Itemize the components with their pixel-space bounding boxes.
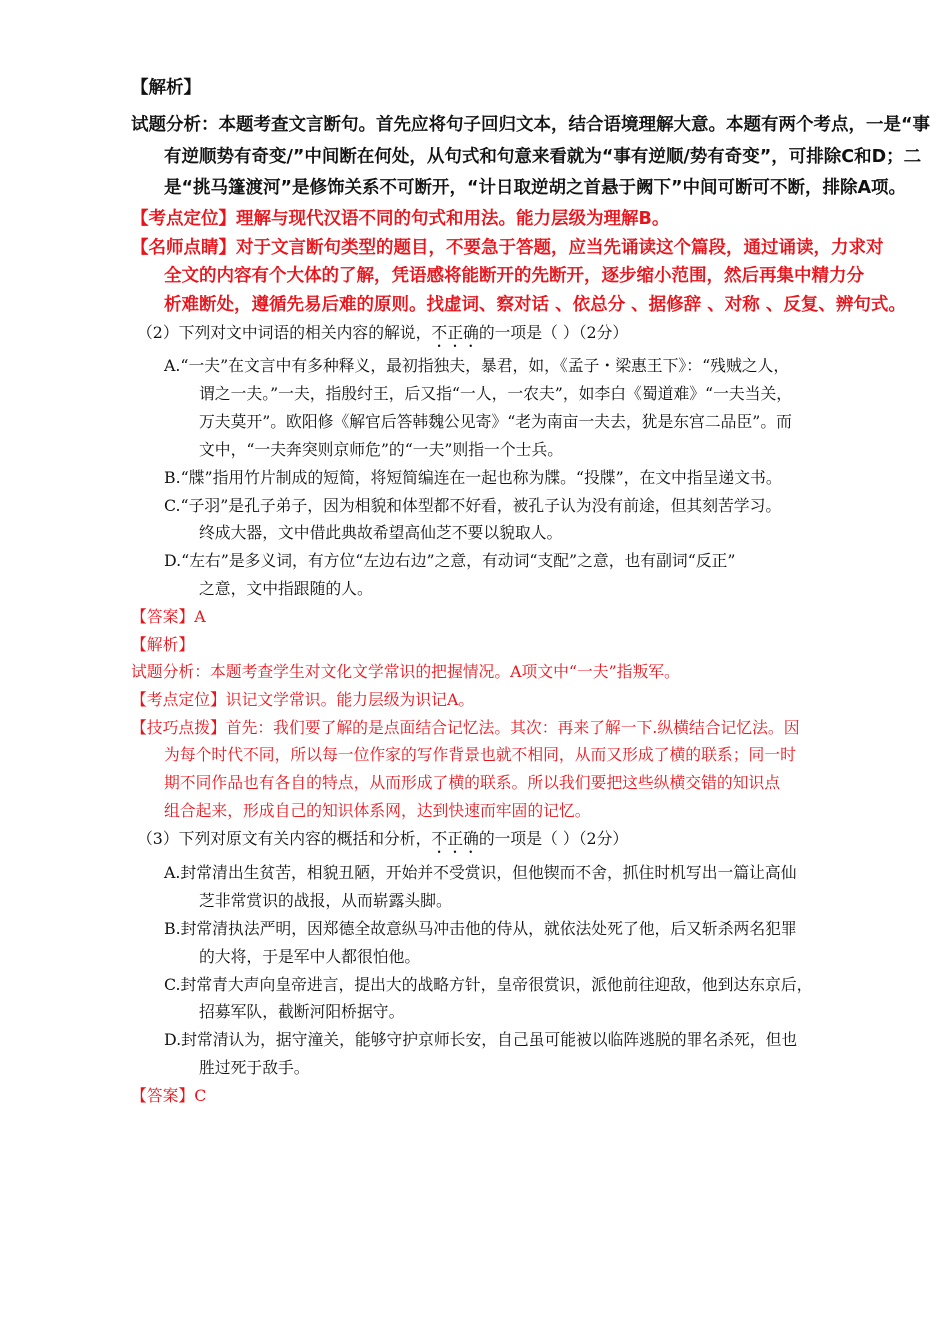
question-3-stem-before: （3）下列对原文有关内容的概括和分析， bbox=[137, 829, 432, 848]
analysis-line-1: 试题分析：本题考查文言断句。首先应将句子回归文本，结合语境理解大意。本题有两个考点，一是“事 bbox=[131, 115, 930, 135]
question-2-stem bbox=[137, 323, 628, 351]
analysis-line-3: 是“挑马篷渡河”是修饰关系不可断开，“计日取逆胡之首悬于阙下”中间可断可不断，排除A项。 bbox=[164, 178, 907, 198]
question-2-stem-after: 的一项是（ ）（2分） bbox=[478, 323, 629, 342]
q3-option-c-line-2: 招募军队，截断河阳桥据守。 bbox=[199, 1002, 405, 1021]
q3-option-d-line-2: 胜过死于敌手。 bbox=[199, 1058, 310, 1077]
q3-option-b-line-1: B.封常清执法严明，因郑德全故意纵马冲击他的侍从，就依法处死了他，后又斩杀两名犯罪 bbox=[164, 919, 797, 938]
question-3-stem-after: 的一项是（ ）（2分） bbox=[478, 829, 629, 848]
question-2-stem-before: （2）下列对文中词语的相关内容的解说， bbox=[137, 323, 432, 342]
question-2-emphasis: 不正确 bbox=[431, 323, 479, 342]
q3-answer: 【答案】C bbox=[131, 1086, 207, 1105]
q2-jiqiao-line-2: 为每个时代不同，所以每一位作家的写作背景也就不相同，从而又形成了横的联系；同一时 bbox=[164, 745, 796, 764]
q2-option-d-line-2: 之意，文中指跟随的人。 bbox=[199, 579, 373, 598]
q3-option-b-line-2: 的大将，于是军中人都很怕他。 bbox=[199, 947, 421, 966]
q2-option-c-line-2: 终成大器，文中借此典故希望高仙芝不要以貌取人。 bbox=[199, 523, 563, 542]
q3-option-d-line-1: D.封常清认为，据守潼关，能够守护京师长安，自己虽可能被以临阵逃脱的罪名杀死，但也 bbox=[164, 1030, 798, 1049]
kaodian-dingwei: 【考点定位】理解与现代汉语不同的句式和用法。能力层级为理解B。 bbox=[131, 209, 670, 229]
q2-analysis: 试题分析：本题考查学生对文化文学常识的把握情况。A项文中“一夫”指叛军。 bbox=[131, 662, 680, 681]
question-3-stem bbox=[137, 829, 628, 857]
jiexi-label: 【解析】 bbox=[131, 78, 201, 98]
q3-option-a-line-2: 芝非常赏识的战报，从而崭露头脚。 bbox=[199, 891, 452, 910]
q2-option-d-line-1: D.“左右”是多义词，有方位“左边右边”之意，有动词“支配”之意，也有副词“反正” bbox=[164, 551, 736, 570]
q2-jiexi-label: 【解析】 bbox=[131, 635, 195, 654]
q2-jiqiao-line-1: 【技巧点拨】首先：我们要了解的是点面结合记忆法。其次：再来了解一下.纵横结合记忆法。因 bbox=[131, 718, 800, 737]
q2-option-a-line-4: 文中，“一夫奔突则京师危”的“一夫”则指一个士兵。 bbox=[199, 440, 564, 459]
q2-option-a-line-1: A.“一夫”在文言中有多种释义，最初指独夫，暴君，如，《孟子・梁惠王下》：“残贼之人， bbox=[164, 356, 790, 375]
mingshi-dianjing-line-3: 析难断处，遵循先易后难的原则。找虚词、察对话 、依总分 、据修辞 、对称 、反复、辨句式。 bbox=[164, 295, 906, 315]
q2-kaodian: 【考点定位】识记文学常识。能力层级为识记A。 bbox=[131, 690, 475, 709]
q2-answer: 【答案】A bbox=[131, 607, 206, 626]
analysis-line-2: 有逆顺势有奇变/”中间断在何处，从句式和句意来看就为“事有逆顺/势有奇变”，可排除C和D；二 bbox=[164, 147, 922, 167]
mingshi-dianjing-line-2: 全文的内容有个大体的了解，凭语感将能断开的先断开，逐步缩小范围，然后再集中精力分 bbox=[164, 266, 864, 286]
question-3-emphasis: 不正确 bbox=[431, 829, 479, 848]
q3-option-c-line-1: C.封常青大声向皇帝进言，提出大的战略方针，皇帝很赏识，派他前往迎敌，他到达东京后， bbox=[164, 975, 813, 994]
q2-option-b-line-1: B.“牒”指用竹片制成的短简，将短简编连在一起也称为牒。“投牒”，在文中指呈递文书。 bbox=[164, 468, 782, 487]
q2-option-a-line-2: 谓之一夫。”一夫，指殷纣王，后又指“一人，一农夫”，如李白《蜀道难》“一夫当关， bbox=[199, 384, 793, 403]
q2-option-a-line-3: 万夫莫开”。欧阳修《解官后答韩魏公见寄》“老为南亩一夫去，犹是东宫二品臣”。而 bbox=[199, 412, 792, 431]
q2-jiqiao-line-4: 组合起来，形成自己的知识体系网，达到快速而牢固的记忆。 bbox=[164, 801, 591, 820]
q2-option-c-line-1: C.“子羽”是孔子弟子，因为相貌和体型都不好看，被孔子认为没有前途，但其刻苦学习。 bbox=[164, 496, 782, 515]
q2-jiqiao-line-3: 期不同作品也有各自的特点，从而形成了横的联系。所以我们要把这些纵横交错的知识点 bbox=[164, 773, 781, 792]
q3-option-a-line-1: A.封常清出生贫苦，相貌丑陋，开始并不受赏识，但他锲而不舍，抓住时机写出一篇让高仙 bbox=[164, 863, 797, 882]
mingshi-dianjing-line-1: 【名师点睛】对于文言断句类型的题目，不要急于答题，应当先诵读这个篇段，通过诵读，力求对 bbox=[131, 238, 884, 258]
